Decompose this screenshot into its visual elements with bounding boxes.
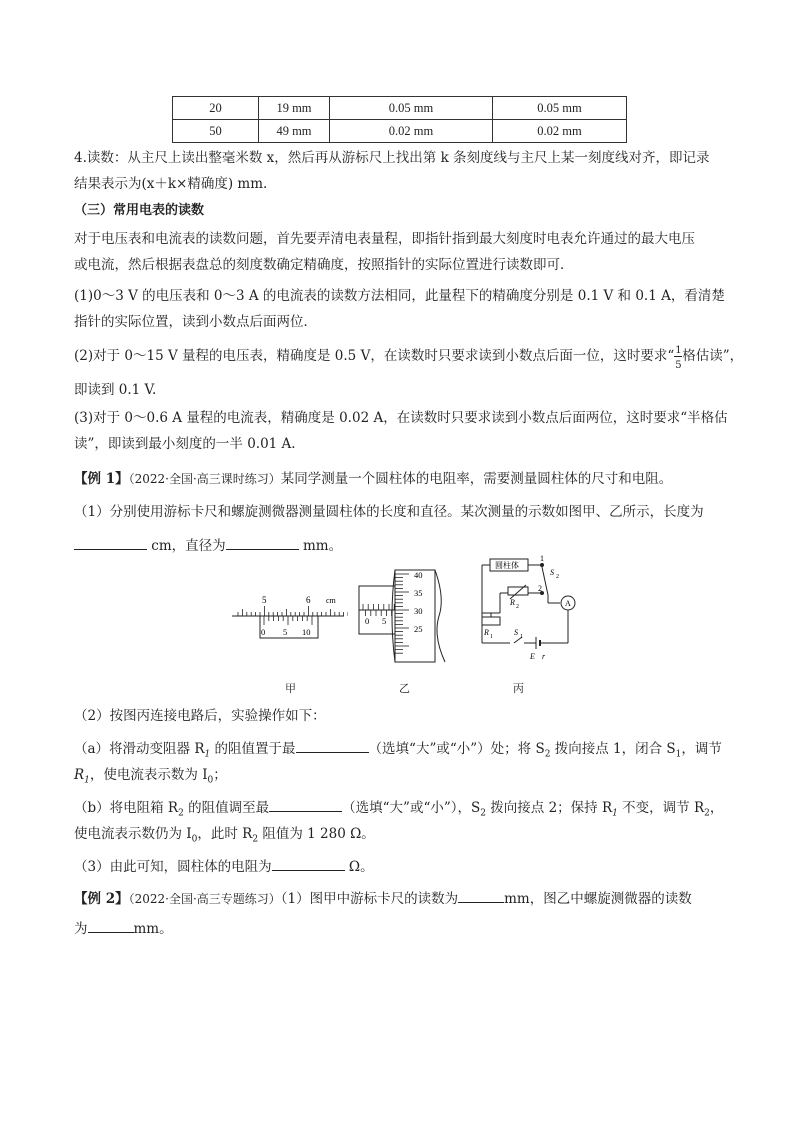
fraction <box>674 344 682 371</box>
vernier-caliper-figure <box>228 590 348 650</box>
question-line: （2）按图丙连接电路后，实验操作如下： <box>74 708 326 724</box>
s1-label: S <box>514 628 518 637</box>
text-run: （b）将电阻箱 R <box>74 800 179 816</box>
paragraph-line: 指针的实际位置，读到小数点后面两位． <box>74 314 317 330</box>
node-label-2: 2 <box>538 584 542 593</box>
example-intro: 某同学测量一个圆柱体的电阻率，需要测量圆柱体的尺寸和电阻。 <box>280 471 673 487</box>
table-cell: 49 mm <box>259 120 330 143</box>
text-run: ，此时 R <box>197 826 253 842</box>
table-row <box>173 120 627 143</box>
reading-line-2: 结果表示为(x＋k×精确度) mm. <box>74 176 268 192</box>
thimble-label: 25 <box>414 624 423 634</box>
example-1-title <box>74 469 672 489</box>
vernier-scale-label: 5 <box>283 627 288 637</box>
text-run: 拨向接点 1，闭合 S <box>550 741 676 757</box>
subscript: 0 <box>191 834 198 845</box>
fraction-numerator: 1 <box>675 344 682 356</box>
table-cell: 0.05 mm <box>330 97 493 120</box>
r2-sub: 2 <box>516 604 519 610</box>
main-scale-label: 6 <box>306 595 311 605</box>
subscript: 2 <box>704 808 710 819</box>
text-run: 拨向接点 2；保持 R <box>485 800 613 816</box>
text-run: 不变，调节 R <box>617 800 705 816</box>
subscript: 1 <box>84 775 90 786</box>
example-source: （2022·全国·高三课时练习） <box>128 472 281 486</box>
text-run: ，使电流表示数为 I <box>89 767 208 783</box>
section-heading: （三）常用电表的读数 <box>74 203 205 218</box>
paragraph-line: 读”，即读到最小刻度的一半 0.01 A. <box>74 436 296 452</box>
text-run: cm，直径为 <box>151 538 226 554</box>
figure-caption-bing: 丙 <box>513 682 524 695</box>
example-label: 【例 1】 <box>74 471 129 487</box>
question-line <box>74 738 722 765</box>
paragraph-line: 或电流，然后根据表盘总的刻度数确定精确度，按照指针的实际位置进行读数即可． <box>74 257 574 273</box>
question-line <box>74 824 375 850</box>
answer-blank-resistance[interactable] <box>272 856 345 871</box>
figure-caption-yi: 乙 <box>399 682 410 695</box>
text-run: （3）由此可知，圆柱体的电阻为 <box>74 859 272 875</box>
text-run: 的阻值置于最 <box>210 741 296 757</box>
r1-label: R <box>484 628 489 637</box>
answer-blank-diameter[interactable] <box>226 535 299 550</box>
subscript: 2 <box>480 808 486 819</box>
figure-caption-jia: 甲 <box>285 682 296 695</box>
text-run: 阻值为 1 280 Ω。 <box>258 826 375 842</box>
question-line <box>74 856 374 877</box>
reading-line-1: 4.读数：从主尺上读出整毫米数 x，然后再从游标尺上找出第 k 条刻度线与主尺上某一刻度线对齐，即记录 <box>74 150 710 166</box>
r1-sub: 1 <box>490 634 493 640</box>
text-run: ， <box>709 800 724 816</box>
text-run: (2)对于 0～15 V 量程的电压表，精确度是 0.5 V，在读数时只要求读到小数点后面一位，这时要求“ <box>74 348 675 364</box>
text-run: （选填“大”或“小”）处；将 S <box>368 741 545 757</box>
s1-sub: 1 <box>520 634 523 640</box>
text-run: 的阻值调至最 <box>183 800 270 816</box>
cylinder-label: 圆柱体 <box>495 561 519 570</box>
vernier-scale-label: 10 <box>302 627 311 637</box>
table-cell: 50 <box>173 120 259 143</box>
subscript: 2 <box>544 749 551 760</box>
text-run: 为 <box>74 921 88 937</box>
question-line: （1）分别使用游标卡尺和螺旋测微器测量圆柱体的长度和直径。某次测量的示数如图甲、乙所示，长度为 <box>74 504 704 520</box>
emf-label: E <box>530 652 535 661</box>
answer-blank-micrometer[interactable] <box>88 918 134 933</box>
table-cell: 0.02 mm <box>493 120 627 143</box>
example-source: （2022·全国·高三专题练习） <box>128 892 281 906</box>
table-row <box>173 97 627 120</box>
r2-label: R <box>510 598 515 607</box>
vernier-spec-table <box>172 96 627 143</box>
table-cell: 20 <box>173 97 259 120</box>
question-line <box>74 797 723 824</box>
question-line <box>74 765 227 791</box>
vernier-scale-label: 0 <box>261 627 266 637</box>
text-run: （选填“大”或“小”），S <box>342 800 481 816</box>
resistance-box-r2 <box>508 587 528 595</box>
text-run: mm。 <box>133 921 173 937</box>
answer-blank-a[interactable] <box>296 738 369 753</box>
text-run: mm，图乙中螺旋测微器的读数 <box>504 891 692 907</box>
text-run: （1）图甲中游标卡尺的读数为 <box>280 891 459 907</box>
answer-blank-length[interactable] <box>74 535 147 550</box>
subscript: 1 <box>675 749 682 760</box>
table-cell: 19 mm <box>259 97 330 120</box>
sleeve-label: 5 <box>382 616 387 626</box>
text-run: ，调节 <box>681 741 722 757</box>
switch-s2-label: S <box>550 568 554 577</box>
circuit-figure <box>470 555 580 675</box>
thimble-label: 30 <box>414 606 423 616</box>
question-line <box>74 918 173 939</box>
subscript: 2 <box>178 808 184 819</box>
ammeter-label: A <box>565 599 571 608</box>
main-scale-label: 5 <box>262 595 267 605</box>
rheostat-r1 <box>482 617 500 625</box>
text-run: mm。 <box>302 538 343 554</box>
text-run: Ω。 <box>348 859 374 875</box>
subscript: 2 <box>252 834 259 845</box>
thimble-label: 35 <box>414 588 423 598</box>
text-run: ； <box>213 767 227 783</box>
text-run: 使电流表示数仍为 I <box>74 826 192 842</box>
subscript: 1 <box>204 749 211 760</box>
text-run: R <box>74 767 85 783</box>
text-run: （a）将滑动变阻器 R <box>74 741 205 757</box>
paragraph-line: 即读到 0.1 V. <box>74 382 157 398</box>
node-label-1: 1 <box>540 555 544 563</box>
internal-resistance-label: r <box>542 652 546 661</box>
paragraph-line: (1)0～3 V 的电压表和 0～3 A 的电流表的读数方法相同，此量程下的精确度分别是 0.1 V 和 0.1 A，看清楚 <box>74 288 725 304</box>
unit-label: cm <box>326 596 336 605</box>
example-2-title <box>74 888 692 909</box>
text-run: 格估读”， <box>682 348 744 364</box>
switch-s2-sub: 2 <box>556 574 559 580</box>
thimble-label: 40 <box>414 570 423 580</box>
sleeve-label: 0 <box>365 616 370 626</box>
table-cell: 0.05 mm <box>493 97 627 120</box>
question-line <box>74 535 342 556</box>
answer-blank-caliper[interactable] <box>458 888 504 903</box>
paragraph-line <box>74 344 744 371</box>
example-label: 【例 2】 <box>74 891 129 907</box>
subscript: 0 <box>207 775 214 786</box>
node-1 <box>541 564 544 567</box>
paragraph-line: 对于电压表和电流表的读数问题，首先要弄清电表量程，即指针指到最大刻度时电表允许通过的最大电压 <box>74 231 695 247</box>
subscript: 1 <box>612 808 618 819</box>
answer-blank-b[interactable] <box>269 797 342 812</box>
switch-s2-blade <box>542 567 548 595</box>
fraction-denominator: 5 <box>675 359 682 371</box>
table-cell: 0.02 mm <box>330 120 493 143</box>
paragraph-line: (3)对于 0～0.6 A 量程的电流表，精确度是 0.02 A，在读数时只要求读到小数点后面两位，这时要求“半格估 <box>74 410 728 426</box>
micrometer-figure <box>357 568 457 666</box>
